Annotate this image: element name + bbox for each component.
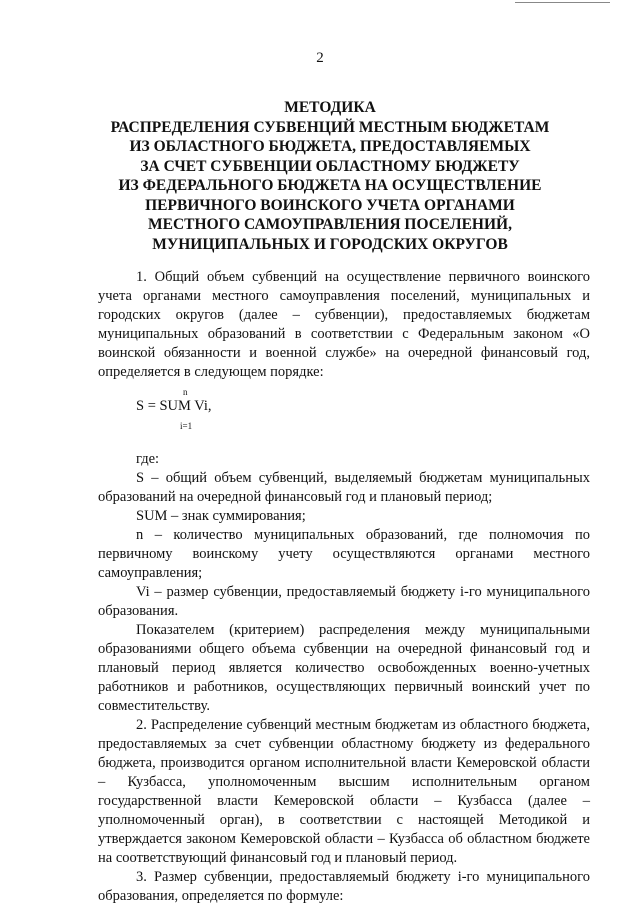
title-line: ПЕРВИЧНОГО ВОИНСКОГО УЧЕТА ОРГАНАМИ: [145, 196, 515, 214]
definition-vi: Vi – размер субвенции, предоставляемый бюджету i-го муниципального образования.: [98, 584, 590, 619]
document-title: [80, 98, 580, 254]
definition-sum: SUM – знак суммирования;: [136, 508, 306, 524]
title-line: ИЗ ФЕДЕРАЛЬНОГО БЮДЖЕТА НА ОСУЩЕСТВЛЕНИЕ: [118, 177, 542, 194]
paragraph-3: 3. Размер субвенции, предоставляемый бюджету i-го муниципального образования, определяется по формуле:: [98, 869, 590, 904]
where-label: где:: [136, 451, 160, 467]
title-line: МЕСТНОГО САМОУПРАВЛЕНИЯ ПОСЕЛЕНИЙ,: [148, 216, 512, 233]
top-edge-rule: [515, 2, 610, 3]
formula-lower-limit: i=1: [180, 421, 193, 431]
title-line: МУНИЦИПАЛЬНЫХ И ГОРОДСКИХ ОКРУГОВ: [152, 235, 508, 253]
formula-main: S = SUM Vi,: [136, 398, 212, 414]
title-line: ИЗ ОБЛАСТНОГО БЮДЖЕТА, ПРЕДОСТАВЛЯЕМЫХ: [129, 138, 531, 155]
sum-formula: [136, 388, 590, 438]
paragraph-indicator: Показателем (критерием) распределения между муниципальными образованиями общего объема субвенции на очередной финансовый год и плановый период является количество освобожденных военно-учетных работников и работников, осуществляющих первичный воинский учет по совместительству.: [98, 622, 590, 714]
paragraph-1: 1. Общий объем субвенций на осуществление первичного воинского учета органами местного самоуправления поселений, муниципальных и городских округов (далее – субвенции), предоставляемых бюджетам муниципальных образований в соответствии с Федеральным законом «О воинской обязанности и военной службе» на очередной финансовый год, определяется в следующем порядке:: [98, 269, 590, 380]
definition-n: n – количество муниципальных образований, где полномочия по первичному воинскому учету осуществляются органами местного самоуправления;: [98, 527, 590, 581]
title-line: МЕТОДИКА: [284, 99, 376, 116]
title-line: ЗА СЧЕТ СУБВЕНЦИИ ОБЛАСТНОМУ БЮДЖЕТУ: [140, 157, 520, 175]
definition-s: S – общий объем субвенций, выделяемый бюджетам муниципальных образований на очередной финансовый год и плановый период;: [98, 470, 590, 505]
document-body: [98, 268, 590, 906]
formula-upper-limit: n: [183, 387, 188, 397]
page-number: 2: [316, 50, 324, 66]
paragraph-2: 2. Распределение субвенций местным бюджетам из областного бюджета, предоставляемых за счет субвенции областному бюджету из федерального бюджета, производится органом исполнительной власти Кемеровской области – Кузбасса, уполномоченным высшим исполнительным органом государственной власти Кемеровской области – Кузбасса (далее – уполномоченный орган), в соответствии с настоящей Методикой и утверждается законом Кемеровской области – Кузбасса об областном бюджете на соответствующий финансовый год и плановый период.: [98, 717, 590, 866]
title-line: РАСПРЕДЕЛЕНИЯ СУБВЕНЦИЙ МЕСТНЫМ БЮДЖЕТАМ: [110, 118, 550, 136]
